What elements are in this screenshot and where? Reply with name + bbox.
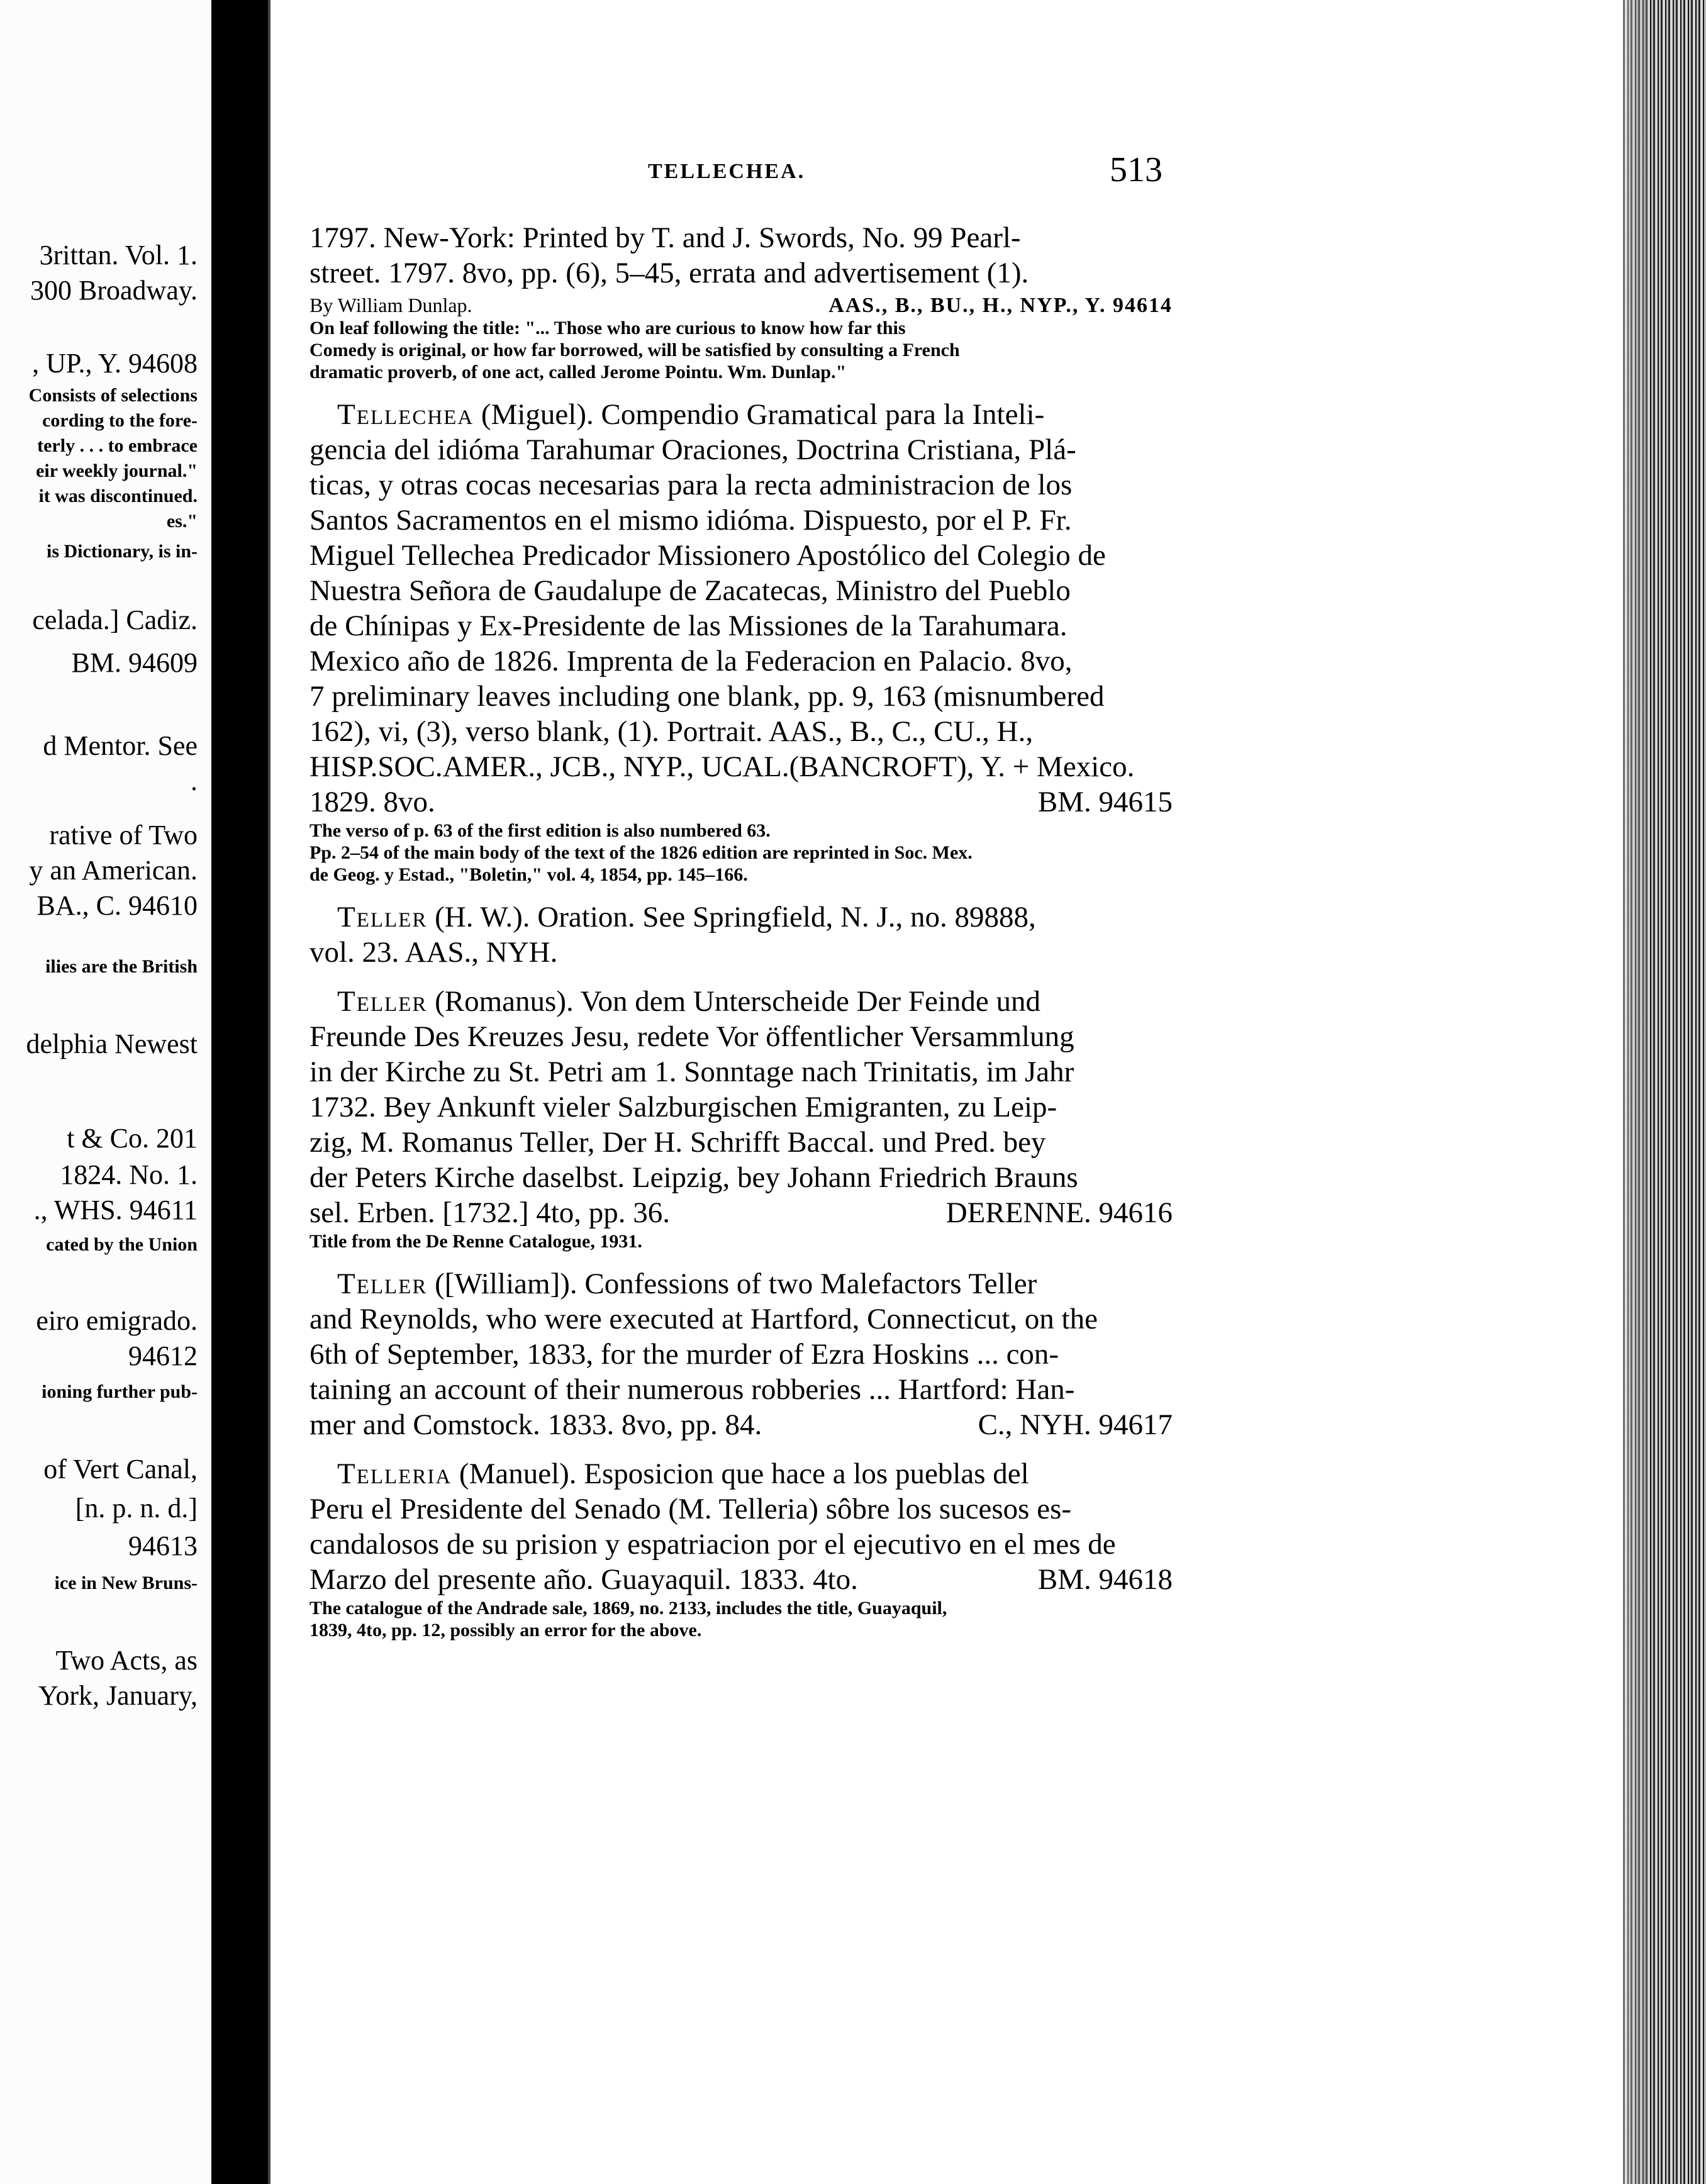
entry-line: HISP.SOC.AMER., JCB., NYP., UCAL.(BANCROFT), Y. + Mexico. [309, 750, 1135, 783]
note-line: The verso of p. 63 of the first edition is also numbered 63. [309, 820, 771, 841]
entry-line [309, 1266, 1173, 1301]
book-gutter [211, 0, 268, 2184]
left-line: celada.] Cadiz. [32, 604, 198, 635]
entry-94617 [309, 1266, 1173, 1442]
left-line: . [191, 766, 198, 796]
left-line: ioning further pub- [42, 1381, 198, 1402]
entry-line: Santos Sacramentos en el mismo idióma. Dispuesto, por el P. Fr. [309, 504, 1072, 537]
entry-number: BM. 94618 [1037, 1563, 1173, 1596]
entry-text: Marzo del presente año. Guayaquil. 1833. 4to. [309, 1563, 858, 1596]
entry-line [309, 784, 1173, 820]
entry-note [309, 820, 1173, 886]
entry-number: C., NYH. 94617 [978, 1408, 1173, 1441]
entry-line: Freunde Des Kreuzes Jesu, redete Vor öffentlicher Versammlung [309, 1020, 1074, 1053]
entry-94616 [309, 984, 1173, 1230]
entry-heading: Teller [337, 1268, 428, 1300]
entry-note [309, 1597, 1173, 1641]
left-line: eiro emigrado. [36, 1305, 198, 1336]
entry-line: taining an account of their numerous robberies ... Hartford: Han- [309, 1373, 1075, 1406]
left-line: York, January, [38, 1680, 198, 1711]
entry-line [309, 1456, 1173, 1491]
left-line: cated by the Union [46, 1234, 198, 1255]
entry-line: in der Kirche zu St. Petri am 1. Sonntage nach Trinitatis, im Jahr [309, 1056, 1074, 1088]
note-line: de Geog. y Estad., "Boletin," vol. 4, 1854, pp. 145–166. [309, 864, 748, 885]
entry-line: Mexico año de 1826. Imprenta de la Federacion en Palacio. 8vo, [309, 645, 1073, 677]
entry-heading: Tellechea [337, 398, 474, 431]
left-line: Two Acts, as [55, 1645, 198, 1676]
left-line: , UP., Y. 94608 [32, 348, 198, 379]
entry-note [309, 317, 1173, 383]
left-line: is Dictionary, is in- [46, 541, 198, 562]
author-note: By William Dunlap. [309, 294, 472, 316]
entry-line: Peru el Presidente del Senado (M. Telleria) sôbre los sucesos es- [309, 1493, 1072, 1525]
entry-text: ([William]). Confessions of two Malefactors Teller [427, 1268, 1037, 1300]
entry-heading: Teller [337, 901, 428, 933]
note-line: On leaf following the title: "... Those who are curious to know how far this [309, 318, 906, 338]
entry-line: Nuestra Señora de Gaudalupe de Zacatecas, Ministro del Pueblo [309, 574, 1071, 607]
left-line: of Vert Canal, [43, 1454, 198, 1485]
left-page-fragment [0, 0, 211, 2184]
entry-number: DERENNE. 94616 [945, 1196, 1173, 1229]
entry-heading: Telleria [337, 1457, 452, 1490]
left-line: y an American. [29, 855, 198, 886]
entry-text: (H. W.). Oration. See Springfield, N. J., no. 89888, [427, 901, 1036, 933]
entry-line [309, 984, 1173, 1019]
catalogue-text [309, 220, 1173, 1641]
entry-line: gencia del idióma Tarahumar Oraciones, Doctrina Cristiana, Plá- [309, 433, 1076, 466]
entry-line: 1732. Bey Ankunft vieler Salzburgischen Emigranten, zu Leip- [309, 1091, 1057, 1123]
left-line: BA., C. 94610 [36, 890, 198, 921]
locations: AAS., B., BU., H., NYP., Y. 94614 [828, 294, 1173, 317]
entry-line [309, 1562, 1173, 1597]
note-line: Title from the De Renne Catalogue, 1931. [309, 1231, 642, 1252]
entry-line: ticas, y otras cocas necesarias para la recta administracion de los [309, 469, 1073, 501]
entry-line [309, 900, 1173, 935]
left-line: 94612 [128, 1340, 198, 1371]
note-line: Comedy is original, or how far borrowed, will be satisfied by consulting a French [309, 340, 960, 360]
entry-line: vol. 23. AAS., NYH. [309, 936, 558, 969]
entry-line: de Chínipas y Ex-Presidente de las Missiones de la Tarahumara. [309, 610, 1068, 642]
left-line: eir weekly journal." [36, 460, 198, 481]
left-line: ilies are the British [45, 956, 198, 977]
entry-text: (Romanus). Von dem Unterscheide Der Feinde und [427, 985, 1040, 1018]
left-line: delphia Newest [26, 1028, 198, 1059]
page-number: 513 [1110, 150, 1162, 189]
note-line: 1839, 4to, pp. 12, possibly an error for the above. [309, 1620, 702, 1641]
left-line: rative of Two [49, 820, 198, 850]
entry-line: 7 preliminary leaves including one blank, pp. 9, 163 (misnumbered [309, 680, 1105, 713]
entry-line: der Peters Kirche daselbst. Leipzig, bey Johann Friedrich Brauns [309, 1161, 1078, 1194]
entry-text: 1829. 8vo. [309, 786, 435, 818]
left-line: d Mentor. See [43, 730, 198, 761]
entry-94615 [309, 397, 1173, 820]
entry-line [309, 1195, 1173, 1230]
left-line: it was discontinued. [38, 486, 198, 506]
running-head: TELLECHEA. [648, 160, 806, 183]
entry-line [309, 1407, 1173, 1442]
entry-line: candalosos de su prision y espatriacion por el ejecutivo en el mes de [309, 1528, 1116, 1561]
entry-teller-hw [309, 900, 1173, 970]
note-line: dramatic proverb, of one act, called Jerome Pointu. Wm. Dunlap." [309, 362, 847, 382]
entry-text: sel. Erben. [1732.] 4to, pp. 36. [309, 1196, 671, 1229]
note-line: Pp. 2–54 of the main body of the text of the 1826 edition are reprinted in Soc. Mex. [309, 842, 973, 863]
left-line: terly . . . to embrace [37, 435, 198, 456]
book-page-edges [1623, 0, 1706, 2184]
left-line: ., WHS. 94611 [33, 1195, 198, 1225]
entry-text: (Manuel). Esposicion que hace a los pueblas del [452, 1457, 1029, 1490]
left-line: ice in New Bruns- [54, 1573, 198, 1593]
left-line: 94613 [128, 1530, 198, 1561]
left-line: es." [166, 511, 198, 532]
left-line: [n. p. n. d.] [75, 1493, 198, 1524]
entry-text: (Miguel). Compendio Gramatical para la Inteli- [474, 398, 1045, 431]
left-line: 300 Broadway. [30, 275, 198, 306]
entry-heading: Teller [337, 985, 428, 1018]
note-line: The catalogue of the Andrade sale, 1869, no. 2133, includes the title, Guayaquil, [309, 1598, 947, 1618]
left-line: 3rittan. Vol. 1. [39, 240, 198, 270]
entry-line: 6th of September, 1833, for the murder of Ezra Hoskins ... con- [309, 1338, 1059, 1371]
entry-number: BM. 94615 [1037, 786, 1173, 818]
entry-note [309, 1230, 1173, 1252]
entry-line: 162), vi, (3), verso blank, (1). Portrait. AAS., B., C., CU., H., [309, 715, 1034, 748]
entry-note [309, 294, 1173, 317]
left-line: cording to the fore- [42, 410, 198, 431]
entry-line: street. 1797. 8vo, pp. (6), 5–45, errata and advertisement (1). [309, 257, 1029, 289]
left-line: t & Co. 201 [67, 1123, 198, 1154]
entry-line [309, 397, 1173, 432]
left-line: 1824. No. 1. [60, 1159, 198, 1190]
entry-line: Miguel Tellechea Predicador Missionero Apostólico del Colegio de [309, 539, 1106, 572]
entry-line: and Reynolds, who were executed at Hartford, Connecticut, on the [309, 1303, 1098, 1335]
entry-line: 1797. New-York: Printed by T. and J. Swords, No. 99 Pearl- [309, 221, 1021, 254]
entry-line: zig, M. Romanus Teller, Der H. Schrifft Baccal. und Pred. bey [309, 1126, 1046, 1159]
entry-94618 [309, 1456, 1173, 1597]
left-line: Consists of selections [28, 385, 198, 406]
entry-94614 [309, 220, 1173, 291]
left-line: BM. 94609 [71, 647, 198, 678]
entry-text: mer and Comstock. 1833. 8vo, pp. 84. [309, 1408, 762, 1441]
